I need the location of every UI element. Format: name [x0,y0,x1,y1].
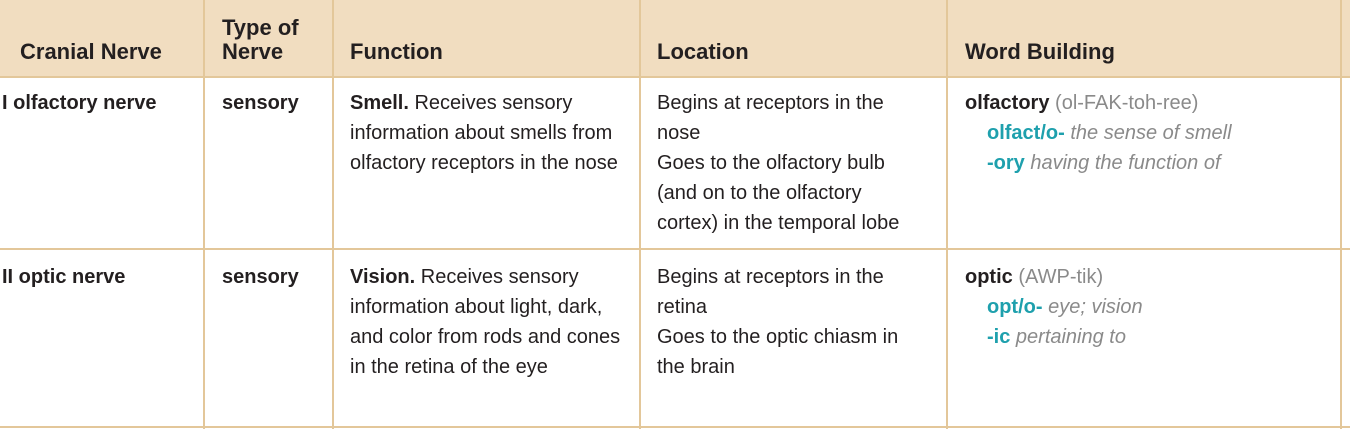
header-word-building [965,0,1345,76]
word-part-definition: the sense of smell [1070,122,1232,144]
table-row-2-function [350,262,632,382]
header-word-building-label: Word Building [965,39,1115,64]
table-row-1-nerve: I olfactory nerve [2,92,157,114]
function-lead: Vision. [350,266,416,288]
word-part-key: olfact/o- [987,122,1065,144]
word-part-key: -ory [987,152,1025,174]
header-cranial-nerve [20,0,200,76]
word-part-definition: pertaining to [1015,326,1126,348]
column-divider [332,0,334,429]
word-part-key: opt/o- [987,296,1043,318]
function-lead: Smell. [350,92,409,114]
table-row-2-type: sensory [222,266,299,288]
table-row-2-word-building [965,262,1340,352]
function-text: Receives sensory information about light, dark, and color from rods and cones in the retina of the eye [350,266,621,378]
table-row-1-function [350,88,632,178]
column-divider [1340,0,1342,429]
word-part-definition: eye; vision [1048,296,1143,318]
header-type-of-nerve [222,0,332,76]
location-line: Begins at receptors in the retina [657,266,884,318]
table-row-2-nerve: II optic nerve [2,266,126,288]
header-type-line1: Type of [222,15,299,40]
column-divider [639,0,641,429]
column-divider [203,0,205,429]
word-term: olfactory [965,92,1050,114]
header-function [350,0,640,76]
location-line: Begins at receptors in the nose [657,92,884,144]
word-pronunciation: (ol-FAK-toh-ree) [1055,92,1199,114]
word-pronunciation: (AWP-tik) [1018,266,1104,288]
word-term: optic [965,266,1013,288]
header-type-line2: Nerve [222,39,284,64]
table-row-1-location [657,88,937,238]
header-location [657,0,947,76]
function-text: Receives sensory information about smells from olfactory receptors in the nose [350,92,618,174]
location-line: Goes to the optic chiasm in the brain [657,326,899,378]
word-part-definition: having the function of [1030,152,1221,174]
column-divider [946,0,948,429]
table-row-1-word-building [965,88,1340,178]
table-row-1-type: sensory [222,92,299,114]
header-function-label: Function [350,39,443,64]
header-location-label: Location [657,39,749,64]
word-part-key: -ic [987,326,1011,348]
header-cranial-nerve-label: Cranial Nerve [20,39,162,64]
location-line: Goes to the olfactory bulb (and on to the olfactory cortex) in the temporal lobe [657,152,900,234]
table-row-2-location [657,262,937,382]
